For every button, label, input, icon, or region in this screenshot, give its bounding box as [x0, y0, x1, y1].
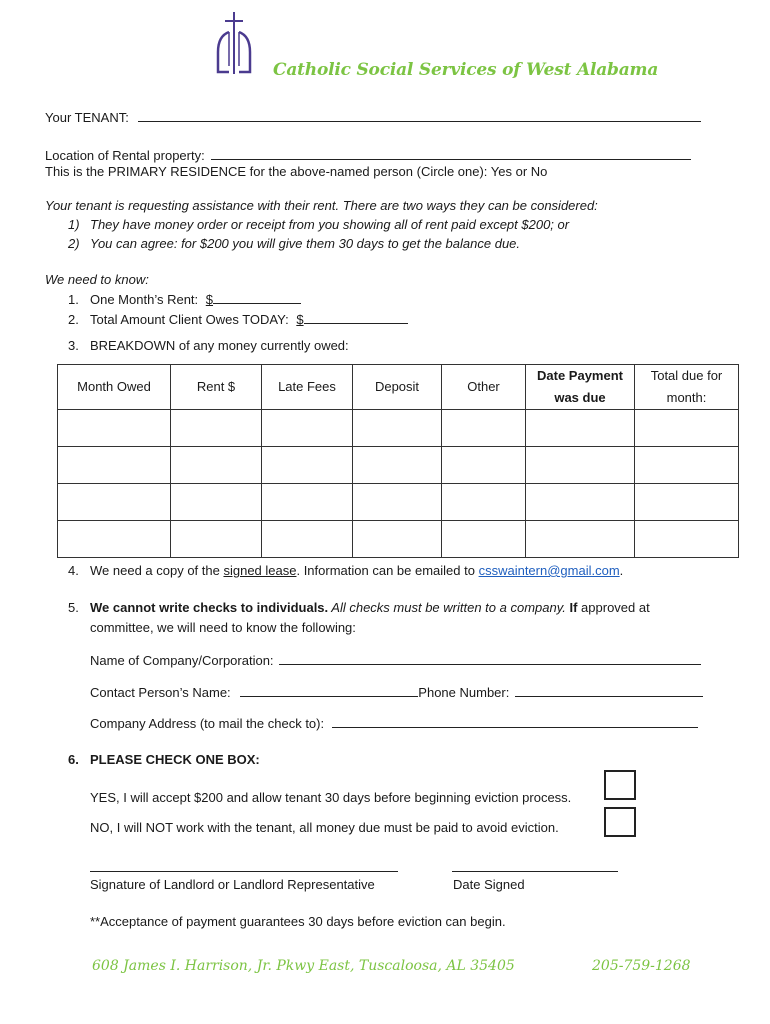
signature-field[interactable] [90, 858, 398, 872]
table-cell[interactable] [171, 447, 262, 484]
date-label: Date Signed [453, 877, 525, 892]
signature-label: Signature of Landlord or Landlord Representative [90, 877, 375, 892]
table-cell[interactable] [262, 410, 353, 447]
item-6-heading: 6. PLEASE CHECK ONE BOX: [68, 752, 260, 767]
phone-field[interactable] [515, 683, 703, 697]
email-link[interactable]: csswaintern@gmail.com [478, 563, 620, 578]
intro-text: Your tenant is requesting assistance with their rent. There are two ways they can be considered: [45, 198, 598, 213]
need-item-1: 1. One Month’s Rent: $ [68, 290, 301, 307]
table-cell[interactable] [442, 484, 526, 521]
monthly-rent-field[interactable] [213, 290, 301, 304]
acceptance-note: **Acceptance of payment guarantees 30 days before eviction can begin. [90, 914, 506, 929]
table-cell[interactable] [262, 484, 353, 521]
intro-item-2: 2) You can agree: for $200 you will give them 30 days to get the balance due. [68, 236, 521, 251]
company-row: Name of Company/Corporation: [90, 651, 701, 668]
col-date-due: Date Payment was due [526, 365, 635, 410]
col-rent: Rent $ [171, 365, 262, 410]
table-cell[interactable] [353, 521, 442, 558]
table-cell[interactable] [262, 447, 353, 484]
table-cell[interactable] [353, 410, 442, 447]
address-row: Company Address (to mail the check to): [90, 714, 698, 731]
item-4: 4. We need a copy of the signed lease. Information can be emailed to csswaintern@gmail.com. [68, 563, 624, 578]
table-cell[interactable] [635, 447, 739, 484]
footer-address: 608 James I. Harrison, Jr. Pkwy East, Tuscaloosa, AL 35405 [92, 958, 515, 974]
company-field[interactable] [279, 651, 701, 665]
location-label: Location of Rental property: [45, 148, 205, 163]
table-row [58, 447, 739, 484]
item-5: 5. We cannot write checks to individuals. All checks must be written to a company. If approved at [68, 600, 650, 615]
location-row [45, 146, 691, 163]
table-cell[interactable] [171, 521, 262, 558]
date-field[interactable] [452, 858, 618, 872]
org-name: Catholic Social Services of West Alabama [273, 60, 659, 80]
table-cell[interactable] [58, 484, 171, 521]
tenant-label: Your TENANT: [45, 110, 129, 125]
table-cell[interactable] [526, 484, 635, 521]
footer-phone: 205-759-1268 [592, 958, 691, 974]
location-field[interactable] [211, 146, 691, 160]
table-cell[interactable] [635, 521, 739, 558]
need-item-2: 2. Total Amount Client Owes TODAY: $ [68, 310, 408, 327]
yes-checkbox[interactable] [604, 770, 636, 800]
no-option-text: NO, I will NOT work with the tenant, all money due must be paid to avoid eviction. [90, 820, 559, 835]
col-other: Other [442, 365, 526, 410]
table-cell[interactable] [442, 447, 526, 484]
primary-residence-text: This is the PRIMARY RESIDENCE for the above-named person (Circle one): Yes or No [45, 164, 548, 179]
table-cell[interactable] [442, 521, 526, 558]
col-month-owed: Month Owed [58, 365, 171, 410]
table-cell[interactable] [635, 484, 739, 521]
table-row [58, 521, 739, 558]
table-cell[interactable] [262, 521, 353, 558]
cross-logo-icon [214, 12, 254, 78]
col-late-fees: Late Fees [262, 365, 353, 410]
table-cell[interactable] [353, 447, 442, 484]
table-cell[interactable] [58, 521, 171, 558]
total-owed-field[interactable] [304, 310, 408, 324]
table-row [58, 410, 739, 447]
intro-item-1: 1) They have money order or receipt from you showing all of rent paid except $200; or [68, 217, 570, 232]
table-cell[interactable] [526, 447, 635, 484]
item-5-line-2: committee, we will need to know the following: [90, 620, 356, 635]
table-cell[interactable] [171, 484, 262, 521]
contact-field[interactable] [240, 683, 418, 697]
table-cell[interactable] [58, 410, 171, 447]
table-cell[interactable] [526, 521, 635, 558]
table-cell[interactable] [58, 447, 171, 484]
table-cell[interactable] [353, 484, 442, 521]
breakdown-table [57, 364, 739, 558]
yes-option-text: YES, I will accept $200 and allow tenant 30 days before beginning eviction process. [90, 790, 572, 805]
table-cell[interactable] [442, 410, 526, 447]
address-field[interactable] [332, 714, 698, 728]
table-header-row [58, 365, 739, 410]
col-total-due: Total due for month: [635, 365, 739, 410]
need-item-3: 3. BREAKDOWN of any money currently owed: [68, 338, 349, 353]
signed-lease-text: signed lease [223, 563, 297, 578]
need-heading: We need to know: [45, 272, 149, 287]
table-row [58, 484, 739, 521]
tenant-row [45, 108, 701, 125]
tenant-field[interactable] [138, 108, 701, 122]
col-deposit: Deposit [353, 365, 442, 410]
table-cell[interactable] [171, 410, 262, 447]
contact-row: Contact Person’s Name: Phone Number: [90, 683, 703, 700]
no-checkbox[interactable] [604, 807, 636, 837]
table-cell[interactable] [526, 410, 635, 447]
table-cell[interactable] [635, 410, 739, 447]
